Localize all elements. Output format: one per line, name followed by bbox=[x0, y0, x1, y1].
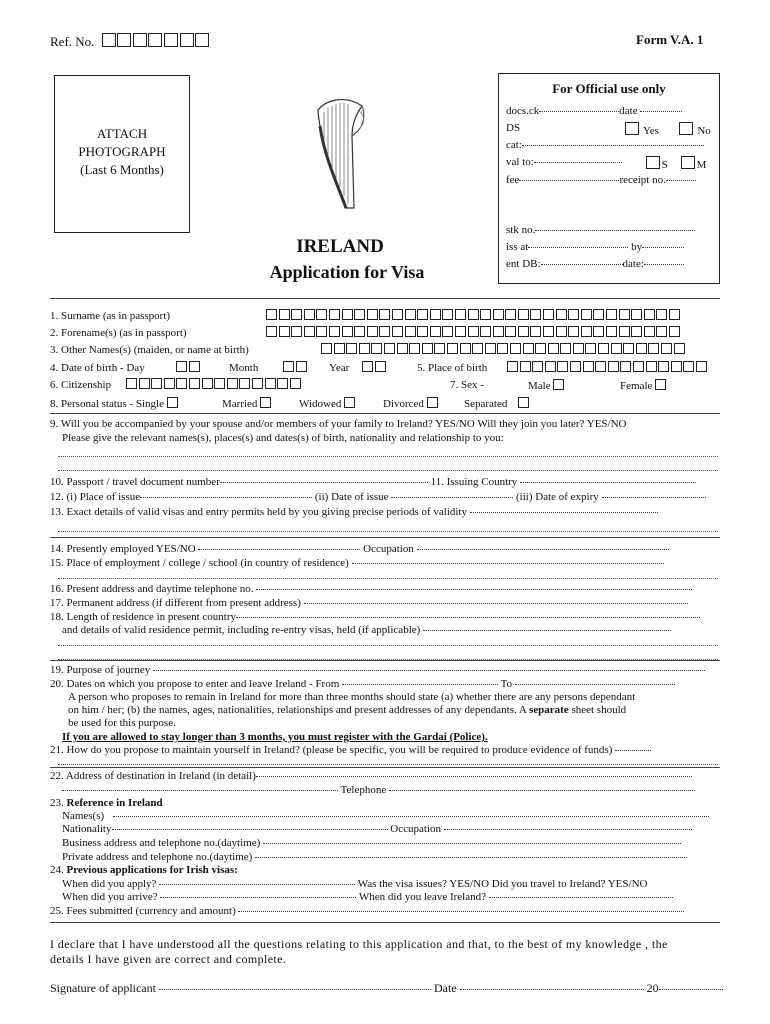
letter-box[interactable] bbox=[646, 361, 657, 372]
letter-box[interactable] bbox=[493, 309, 504, 320]
photo-line2: PHOTOGRAPH bbox=[78, 144, 166, 159]
letter-box[interactable] bbox=[279, 309, 290, 320]
field-forename-label: 2. Forename(s) (as in passport) bbox=[50, 327, 187, 339]
divider bbox=[50, 413, 720, 414]
letter-box[interactable] bbox=[316, 326, 327, 337]
letter-box[interactable] bbox=[151, 378, 162, 389]
letter-box[interactable] bbox=[518, 326, 529, 337]
letter-box[interactable] bbox=[530, 309, 541, 320]
letter-box[interactable] bbox=[239, 378, 250, 389]
divider bbox=[50, 660, 720, 661]
letter-box[interactable] bbox=[532, 361, 543, 372]
letter-box[interactable] bbox=[291, 326, 302, 337]
sex-male[interactable]: Male bbox=[528, 379, 566, 393]
q24-apply[interactable]: When did you apply? Was the visa issues? YES/NO Did you travel to Ireland? YES/NO bbox=[62, 878, 648, 890]
sex-female[interactable]: Female bbox=[620, 379, 668, 393]
letter-box[interactable] bbox=[304, 309, 315, 320]
letter-box[interactable] bbox=[384, 343, 395, 354]
citizenship-label: 6. Citizenship bbox=[50, 379, 112, 391]
signature-row[interactable]: Signature of applicant Date 20 bbox=[50, 981, 723, 996]
q22-telephone-row[interactable]: Telephone bbox=[62, 784, 695, 797]
q23-private[interactable]: Private address and telephone no.(daytime) bbox=[62, 851, 687, 864]
photo-line1: ATTACH bbox=[96, 126, 148, 141]
letter-box[interactable] bbox=[367, 309, 378, 320]
letter-box[interactable] bbox=[560, 343, 571, 354]
letter-box[interactable] bbox=[683, 361, 694, 372]
letter-box[interactable] bbox=[379, 326, 390, 337]
pob-label: 5. Place of birth bbox=[417, 362, 488, 374]
dob-year-label: Year bbox=[329, 362, 350, 374]
divider bbox=[50, 922, 720, 923]
official-ds[interactable]: DS Yes No bbox=[506, 122, 711, 137]
letter-box[interactable] bbox=[176, 378, 187, 389]
letter-box[interactable] bbox=[644, 309, 655, 320]
letter-box[interactable] bbox=[430, 326, 441, 337]
letter-box[interactable] bbox=[633, 361, 644, 372]
letter-box[interactable] bbox=[557, 361, 568, 372]
q21-answer-line[interactable] bbox=[58, 764, 718, 765]
dob-month-boxes[interactable] bbox=[283, 361, 308, 375]
letter-box[interactable] bbox=[510, 343, 521, 354]
letter-box[interactable] bbox=[472, 343, 483, 354]
gardai-notice: If you are allowed to stay longer than 3 months, you must register with the Gardai (Police). bbox=[62, 731, 488, 743]
q9-text: 9. Will you be accompanied by your spouse and/or members of your family to Ireland? YES/NO Will they join you later? YES/NO bbox=[50, 418, 627, 430]
status-single[interactable]: 8. Personal status - Single bbox=[50, 397, 179, 411]
official-stk[interactable]: stk no. bbox=[506, 224, 695, 236]
letter-box[interactable] bbox=[277, 378, 288, 389]
ref-no-label: Ref. No. bbox=[50, 33, 211, 48]
letter-box[interactable] bbox=[593, 309, 604, 320]
letter-box[interactable] bbox=[202, 378, 213, 389]
letter-box[interactable] bbox=[631, 326, 642, 337]
letter-box[interactable] bbox=[214, 378, 225, 389]
q15-answer-line[interactable] bbox=[58, 578, 718, 579]
declaration-line1: I declare that I have understood all the questions relating to this application and that, to the best of my knowledge , the bbox=[50, 937, 668, 951]
letter-box[interactable] bbox=[371, 343, 382, 354]
letter-box[interactable] bbox=[422, 343, 433, 354]
letter-box[interactable] bbox=[593, 326, 604, 337]
letter-box[interactable] bbox=[595, 361, 606, 372]
letter-box[interactable] bbox=[290, 378, 301, 389]
letter-box[interactable] bbox=[543, 326, 554, 337]
status-widowed[interactable]: Widowed bbox=[299, 397, 357, 411]
letter-box[interactable] bbox=[468, 326, 479, 337]
letter-box[interactable] bbox=[334, 343, 345, 354]
letter-box[interactable] bbox=[392, 326, 403, 337]
q22-row[interactable]: 22. Address of destination in Ireland (in detail) bbox=[50, 770, 692, 783]
letter-box[interactable] bbox=[545, 361, 556, 372]
letter-box[interactable] bbox=[367, 326, 378, 337]
citizenship-boxes[interactable] bbox=[126, 378, 302, 392]
letter-box[interactable] bbox=[266, 309, 277, 320]
q13-answer-line[interactable] bbox=[58, 531, 718, 532]
letter-box[interactable] bbox=[523, 343, 534, 354]
photo-line3: (Last 6 Months) bbox=[80, 162, 164, 177]
letter-box[interactable] bbox=[434, 343, 445, 354]
letter-box[interactable] bbox=[442, 309, 453, 320]
sex-label: 7. Sex - bbox=[450, 379, 484, 391]
letter-box[interactable] bbox=[556, 309, 567, 320]
letter-box[interactable] bbox=[530, 326, 541, 337]
q16-row[interactable]: 16. Present address and daytime telephone no. bbox=[50, 583, 692, 596]
letter-box[interactable] bbox=[480, 309, 491, 320]
letter-box[interactable] bbox=[316, 309, 327, 320]
q21-row[interactable]: 21. How do you propose to maintain yourself in Ireland? (please be specific, you will be required to produce evidence of funds) bbox=[50, 744, 651, 757]
q24-arrive[interactable]: When did you arrive? When did you leave Ireland? bbox=[62, 891, 673, 904]
letter-box[interactable] bbox=[696, 361, 707, 372]
letter-box[interactable] bbox=[493, 326, 504, 337]
q18-answer-line[interactable] bbox=[58, 645, 718, 646]
letter-box[interactable] bbox=[636, 343, 647, 354]
q19-row[interactable]: 19. Purpose of journey bbox=[50, 664, 705, 677]
letter-box[interactable] bbox=[631, 309, 642, 320]
letter-box[interactable] bbox=[265, 378, 276, 389]
letter-box[interactable] bbox=[568, 326, 579, 337]
letter-box[interactable] bbox=[585, 343, 596, 354]
q23-nationality[interactable]: Nationality Occupation bbox=[62, 823, 692, 836]
letter-box[interactable] bbox=[581, 309, 592, 320]
letter-box[interactable] bbox=[329, 309, 340, 320]
official-docs[interactable]: docs.ck date bbox=[506, 105, 682, 117]
letter-box[interactable] bbox=[460, 343, 471, 354]
dob-day-label: 4. Date of birth - Day bbox=[50, 362, 145, 374]
letter-box[interactable] bbox=[497, 343, 508, 354]
q24-heading: 24. Previous applications for Irish visas: bbox=[50, 864, 238, 876]
letter-box[interactable] bbox=[442, 326, 453, 337]
letter-box[interactable] bbox=[573, 343, 584, 354]
q20-note-2: on him / her; (b) the names, ages, nationalities, relationships and present addresses of any dependants. A separate sheet should bbox=[68, 704, 627, 716]
letter-box[interactable] bbox=[570, 361, 581, 372]
letter-box[interactable] bbox=[619, 326, 630, 337]
q18b-row[interactable]: and details of valid residence permit, including re-entry visas, held (if applicable) bbox=[62, 624, 671, 637]
official-iss[interactable]: iss at by bbox=[506, 241, 684, 253]
form-id: Form V.A. 1 bbox=[636, 32, 704, 47]
declaration-line2: details I have given are correct and complete. bbox=[50, 952, 287, 966]
letter-box[interactable] bbox=[304, 326, 315, 337]
q23-business[interactable]: Business address and telephone no.(daytime) bbox=[62, 837, 681, 850]
letter-box[interactable] bbox=[669, 326, 680, 337]
letter-box[interactable] bbox=[417, 326, 428, 337]
letter-box[interactable] bbox=[346, 343, 357, 354]
field-surname-label: 1. Surname (as in passport) bbox=[50, 310, 171, 322]
q20-note-3: be used for this purpose. bbox=[68, 717, 176, 729]
letter-box[interactable] bbox=[656, 309, 667, 320]
status-married[interactable]: Married bbox=[222, 397, 273, 411]
dob-year-boxes[interactable] bbox=[362, 361, 387, 375]
letter-box[interactable] bbox=[342, 326, 353, 337]
letter-box[interactable] bbox=[468, 309, 479, 320]
letter-box[interactable] bbox=[518, 309, 529, 320]
letter-box[interactable] bbox=[359, 343, 370, 354]
q13-row[interactable]: 13. Exact details of valid visas and entry permits held by you giving precise periods of validity bbox=[50, 506, 658, 519]
letter-box[interactable] bbox=[405, 309, 416, 320]
letter-box[interactable] bbox=[619, 309, 630, 320]
letter-box[interactable] bbox=[623, 343, 634, 354]
q23-heading: 23. Reference in Ireland bbox=[50, 797, 163, 809]
letter-box[interactable] bbox=[620, 361, 631, 372]
letter-box[interactable] bbox=[606, 309, 617, 320]
letter-box[interactable] bbox=[455, 326, 466, 337]
q15-row[interactable]: 15. Place of employment / college / school (in country of residence) bbox=[50, 557, 664, 570]
letter-box[interactable] bbox=[583, 361, 594, 372]
letter-box[interactable] bbox=[126, 378, 137, 389]
letter-box[interactable] bbox=[405, 326, 416, 337]
letter-box[interactable] bbox=[505, 326, 516, 337]
letter-box[interactable] bbox=[397, 343, 408, 354]
letter-box[interactable] bbox=[252, 378, 263, 389]
letter-box[interactable] bbox=[606, 326, 617, 337]
letter-box[interactable] bbox=[392, 309, 403, 320]
letter-box[interactable] bbox=[644, 326, 655, 337]
letter-box[interactable] bbox=[568, 309, 579, 320]
letter-box[interactable] bbox=[485, 343, 496, 354]
letter-box[interactable] bbox=[543, 309, 554, 320]
official-fee[interactable]: fee receipt no. bbox=[506, 174, 696, 186]
q9-answer-line[interactable] bbox=[58, 470, 718, 471]
letter-box[interactable] bbox=[430, 309, 441, 320]
q9-answer-line[interactable] bbox=[58, 456, 718, 457]
surname-boxes[interactable] bbox=[266, 309, 682, 323]
q17-row[interactable]: 17. Permanent address (if different from present address) bbox=[50, 597, 688, 610]
title-subtitle: Application for Visa bbox=[269, 262, 425, 282]
letter-box[interactable] bbox=[658, 361, 669, 372]
letter-box[interactable] bbox=[342, 309, 353, 320]
field-othernames-label: 3. Other Names(s) (maiden, or name at birth) bbox=[50, 344, 249, 356]
status-separated[interactable]: Separated bbox=[464, 397, 531, 411]
official-use-box bbox=[498, 73, 720, 284]
letter-box[interactable] bbox=[648, 343, 659, 354]
letter-box[interactable] bbox=[535, 343, 546, 354]
letter-box[interactable] bbox=[139, 378, 150, 389]
title-country: IRELAND bbox=[296, 236, 384, 257]
letter-box[interactable] bbox=[669, 309, 680, 320]
q10-row[interactable]: 10. Passport / travel document number 11. Issuing Country bbox=[50, 476, 696, 489]
letter-box[interactable] bbox=[661, 343, 672, 354]
letter-box[interactable] bbox=[455, 309, 466, 320]
q14-row[interactable]: 14. Presently employed YES/NO Occupation bbox=[50, 543, 669, 556]
letter-box[interactable] bbox=[674, 343, 685, 354]
letter-box[interactable] bbox=[279, 326, 290, 337]
official-cat[interactable]: cat: bbox=[506, 139, 704, 151]
letter-box[interactable] bbox=[507, 361, 518, 372]
q12-row[interactable]: 12. (i) Place of issue (ii) Date of issue (iii) Date of expiry bbox=[50, 491, 706, 504]
ref-no-boxes[interactable] bbox=[102, 34, 211, 49]
letter-box[interactable] bbox=[291, 309, 302, 320]
letter-box[interactable] bbox=[520, 361, 531, 372]
letter-box[interactable] bbox=[611, 343, 622, 354]
status-divorced[interactable]: Divorced bbox=[383, 397, 439, 411]
letter-box[interactable] bbox=[671, 361, 682, 372]
letter-box[interactable] bbox=[598, 343, 609, 354]
letter-box[interactable] bbox=[409, 343, 420, 354]
letter-box[interactable] bbox=[417, 309, 428, 320]
divider bbox=[50, 298, 720, 299]
letter-box[interactable] bbox=[379, 309, 390, 320]
dob-day-boxes[interactable] bbox=[176, 361, 201, 375]
letter-box[interactable] bbox=[447, 343, 458, 354]
dob-month-label: Month bbox=[229, 362, 259, 374]
letter-box[interactable] bbox=[581, 326, 592, 337]
letter-box[interactable] bbox=[480, 326, 491, 337]
q25-row[interactable]: 25. Fees submitted (currency and amount) bbox=[50, 905, 684, 918]
letter-box[interactable] bbox=[354, 309, 365, 320]
letter-box[interactable] bbox=[164, 378, 175, 389]
letter-box[interactable] bbox=[227, 378, 238, 389]
q23-names[interactable]: Names(s) bbox=[62, 810, 709, 823]
official-val[interactable]: val to: S M bbox=[506, 156, 707, 171]
q20-row[interactable]: 20. Dates on which you propose to enter and leave Ireland - From To bbox=[50, 678, 675, 691]
official-ent[interactable]: ent DB: date: bbox=[506, 258, 684, 270]
forename-boxes[interactable] bbox=[266, 326, 682, 340]
letter-box[interactable] bbox=[505, 309, 516, 320]
letter-box[interactable] bbox=[556, 326, 567, 337]
q9-subtext: Please give the relevant names(s), places(s) and dates(s) of birth, nationality and relationship to you: bbox=[62, 432, 504, 444]
divider bbox=[50, 537, 720, 538]
letter-box[interactable] bbox=[354, 326, 365, 337]
pob-boxes[interactable] bbox=[507, 361, 709, 375]
q18-row[interactable]: 18. Length of residence in present country bbox=[50, 611, 700, 624]
letter-box[interactable] bbox=[266, 326, 277, 337]
letter-box[interactable] bbox=[656, 326, 667, 337]
letter-box[interactable] bbox=[189, 378, 200, 389]
letter-box[interactable] bbox=[329, 326, 340, 337]
letter-box[interactable] bbox=[321, 343, 332, 354]
letter-box[interactable] bbox=[548, 343, 559, 354]
official-heading: For Official use only bbox=[552, 81, 666, 96]
letter-box[interactable] bbox=[608, 361, 619, 372]
divider bbox=[50, 767, 720, 768]
othernames-boxes[interactable] bbox=[321, 343, 686, 357]
harp-emblem-icon bbox=[308, 96, 370, 216]
q20-note-1: A person who proposes to remain in Ireland for more than three months should state (a) whether there are any persons dependant bbox=[68, 691, 636, 703]
photo-box[interactable] bbox=[54, 75, 190, 233]
